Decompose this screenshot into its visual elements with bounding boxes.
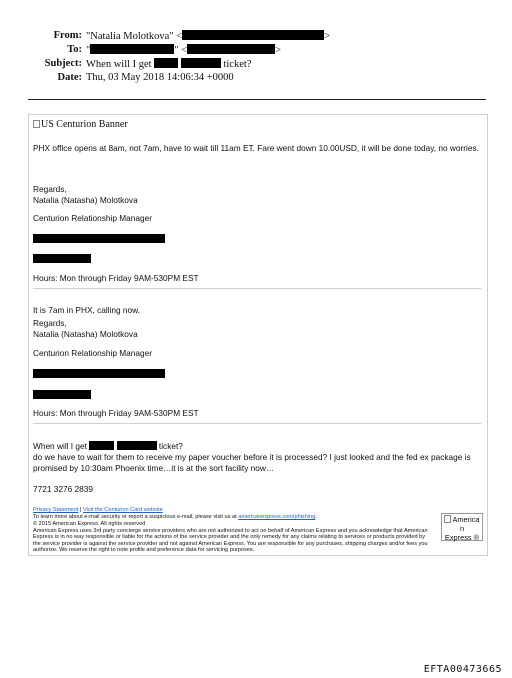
quote-separator bbox=[33, 423, 481, 424]
from-value bbox=[86, 30, 330, 42]
from-value-end: > bbox=[324, 31, 331, 42]
email-header bbox=[0, 30, 512, 86]
american-express-logo bbox=[441, 513, 483, 541]
to-value-start: " bbox=[86, 45, 91, 56]
message-paragraph: PHX office opens at 8am, not 7am, have to wait till 11am ET. Fare went down 10.00USD, it will be done today, no worries. bbox=[33, 143, 479, 153]
redacted-block bbox=[89, 441, 114, 450]
quote-separator bbox=[33, 288, 481, 289]
redacted-block bbox=[33, 254, 91, 263]
broken-image-icon bbox=[33, 120, 40, 128]
from-value-start: "Natalia Molotkova" < bbox=[86, 31, 183, 42]
regards-text: Regards, bbox=[33, 184, 67, 194]
phishing-link[interactable]: americanexpress.com/phishing bbox=[238, 514, 316, 520]
logo-alt-line-3: Express ® bbox=[444, 533, 480, 542]
date-label: Date: bbox=[57, 72, 82, 83]
redacted-block bbox=[187, 44, 275, 54]
email-body-card bbox=[28, 114, 488, 556]
report-end: . bbox=[315, 514, 317, 520]
subject-start: When will I get bbox=[86, 59, 152, 70]
subject-value bbox=[86, 58, 251, 70]
footer-disclaimer: American Express uses 3rd party concierge service providers who are not authorized to act on behalf of American Express and you acknowledge that American Express is in no way responsible or liable for the actions of the service provider and the only remedy for any claims relating to services or products provided by the service provider is against the service provider and not against American Express. You are responsible for any purchases, shipping charges and/or fees you authorize. We reserve the right to note profile and preference data for servicing purposes. bbox=[33, 528, 428, 554]
header-divider bbox=[28, 99, 486, 100]
footer-security bbox=[33, 514, 431, 520]
redacted-block bbox=[154, 58, 178, 68]
centurion-website-link[interactable]: Visit the Centurion Card website bbox=[82, 507, 163, 513]
question-body: do we have to wait for them to receive my paper voucher before it is processed? I just looked and the fed ex package is promised by 10:30am Phoenix time…it is at the sort facility now… bbox=[33, 452, 471, 473]
to-row bbox=[0, 44, 512, 58]
document-id: EFTA00473665 bbox=[423, 664, 502, 675]
to-value-end: > bbox=[275, 45, 282, 56]
phone-number: 7721 3276 2839 bbox=[33, 484, 93, 494]
from-row bbox=[0, 30, 512, 44]
redacted-block bbox=[33, 390, 91, 399]
to-label: To: bbox=[67, 44, 82, 55]
hours-text: Hours: Mon through Friday 9AM-530PM EST bbox=[33, 273, 199, 283]
to-value-mid: " < bbox=[174, 45, 188, 56]
subject-label: Subject: bbox=[44, 58, 82, 69]
subject-row bbox=[0, 58, 512, 72]
signature-title: Centurion Relationship Manager bbox=[33, 213, 152, 223]
footer-links bbox=[33, 507, 431, 513]
question-end: ticket? bbox=[158, 441, 183, 451]
question-line bbox=[33, 441, 183, 452]
footer-pipe: | bbox=[78, 507, 83, 513]
privacy-statement-link[interactable]: Privacy Statement bbox=[33, 507, 79, 513]
broken-image-icon bbox=[444, 515, 451, 523]
redacted-block bbox=[181, 58, 221, 68]
date-value: Thu, 03 May 2018 14:06:34 +0000 bbox=[86, 72, 234, 83]
footer-copyright: © 2015 American Express. All rights reserved bbox=[33, 521, 146, 527]
regards-text: Regards, bbox=[33, 318, 67, 328]
redacted-block bbox=[182, 30, 324, 40]
logo-alt-line-2: n bbox=[459, 524, 465, 533]
signature-name: Natalia (Natasha) Molotkova bbox=[33, 195, 138, 205]
subject-end: ticket? bbox=[223, 59, 252, 70]
report-text: To learn more about e-mail security or report a suspicious e-mail, please visit us at bbox=[33, 514, 237, 520]
banner-image bbox=[33, 119, 128, 130]
question-start: When will I get bbox=[33, 441, 87, 451]
hours-text: Hours: Mon through Friday 9AM-530PM EST bbox=[33, 408, 199, 418]
date-row bbox=[0, 72, 512, 86]
redacted-block bbox=[33, 234, 165, 243]
logo-alt-line-1: America bbox=[452, 515, 480, 524]
redacted-block bbox=[117, 441, 157, 450]
redacted-block bbox=[33, 369, 165, 378]
to-value bbox=[86, 44, 281, 56]
quoted-message: It is 7am in PHX, calling now. bbox=[33, 305, 140, 315]
signature-name: Natalia (Natasha) Molotkova bbox=[33, 329, 138, 339]
signature-title: Centurion Relationship Manager bbox=[33, 348, 152, 358]
redacted-block bbox=[90, 44, 174, 54]
banner-alt-text: US Centurion Banner bbox=[41, 119, 128, 130]
from-label: From: bbox=[53, 30, 82, 41]
